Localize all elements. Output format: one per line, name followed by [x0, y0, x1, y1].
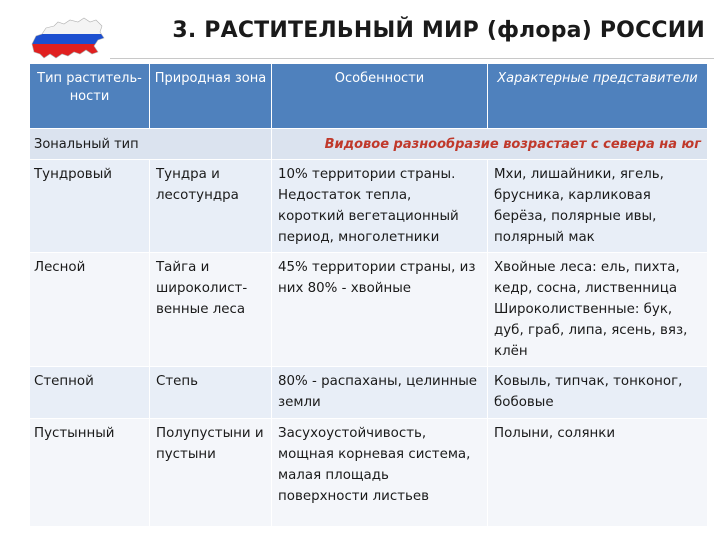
cell-type: Степной [30, 367, 150, 419]
cell-representatives: Ковыль, типчак, тонконог, бобовые [488, 367, 708, 419]
page-title: 3. РАСТИТЕЛЬНЫЙ МИР (флора) РОССИИ [172, 18, 705, 43]
flora-table [29, 63, 708, 527]
cell-features: Засухоустойчивость, мощная корневая система, малая площадь поверхности листьев [272, 419, 488, 527]
header-vegetation-type: Тип раститель-ности [30, 64, 150, 129]
cell-features: 80% - распаханы, целинные земли [272, 367, 488, 419]
cell-zone: Полупустыни и пустыни [150, 419, 272, 527]
cell-zone: Тайга и широколист-венные леса [150, 253, 272, 367]
cell-representatives: Мхи, лишайники, ягель, брусника, карликовая берёза, полярные ивы, полярный мак [488, 160, 708, 253]
cell-representatives: Хвойные леса: ель, пихта, кедр, сосна, лиственница Широколиственные: бук, дуб, граб, липа, ясень, вяз, клён [488, 253, 708, 367]
header-natural-zone: Природная зона [150, 64, 272, 129]
cell-type: Тундровый [30, 160, 150, 253]
table-row [30, 419, 708, 527]
cell-type: Лесной [30, 253, 150, 367]
cell-features: 45% территории страны, из них 80% - хвойные [272, 253, 488, 367]
title-divider [110, 58, 714, 59]
header-features: Особенности [272, 64, 488, 129]
table-header-row [30, 64, 708, 129]
cell-representatives: Полыни, солянки [488, 419, 708, 527]
cell-type: Пустынный [30, 419, 150, 527]
cell-features: 10% территории страны. Недостаток тепла, короткий вегетационный период, многолетники [272, 160, 488, 253]
cell-zone: Тундра и лесотундра [150, 160, 272, 253]
table-row [30, 367, 708, 419]
zonal-type-row [30, 129, 708, 160]
diversity-note: Видовое разнообразие возрастает с севера на юг [272, 129, 708, 160]
header-representatives: Характерные представители [488, 64, 708, 129]
zonal-type-label: Зональный тип [30, 129, 272, 160]
russia-map-logo [28, 14, 106, 66]
table-row [30, 160, 708, 253]
cell-zone: Степь [150, 367, 272, 419]
table-row [30, 253, 708, 367]
